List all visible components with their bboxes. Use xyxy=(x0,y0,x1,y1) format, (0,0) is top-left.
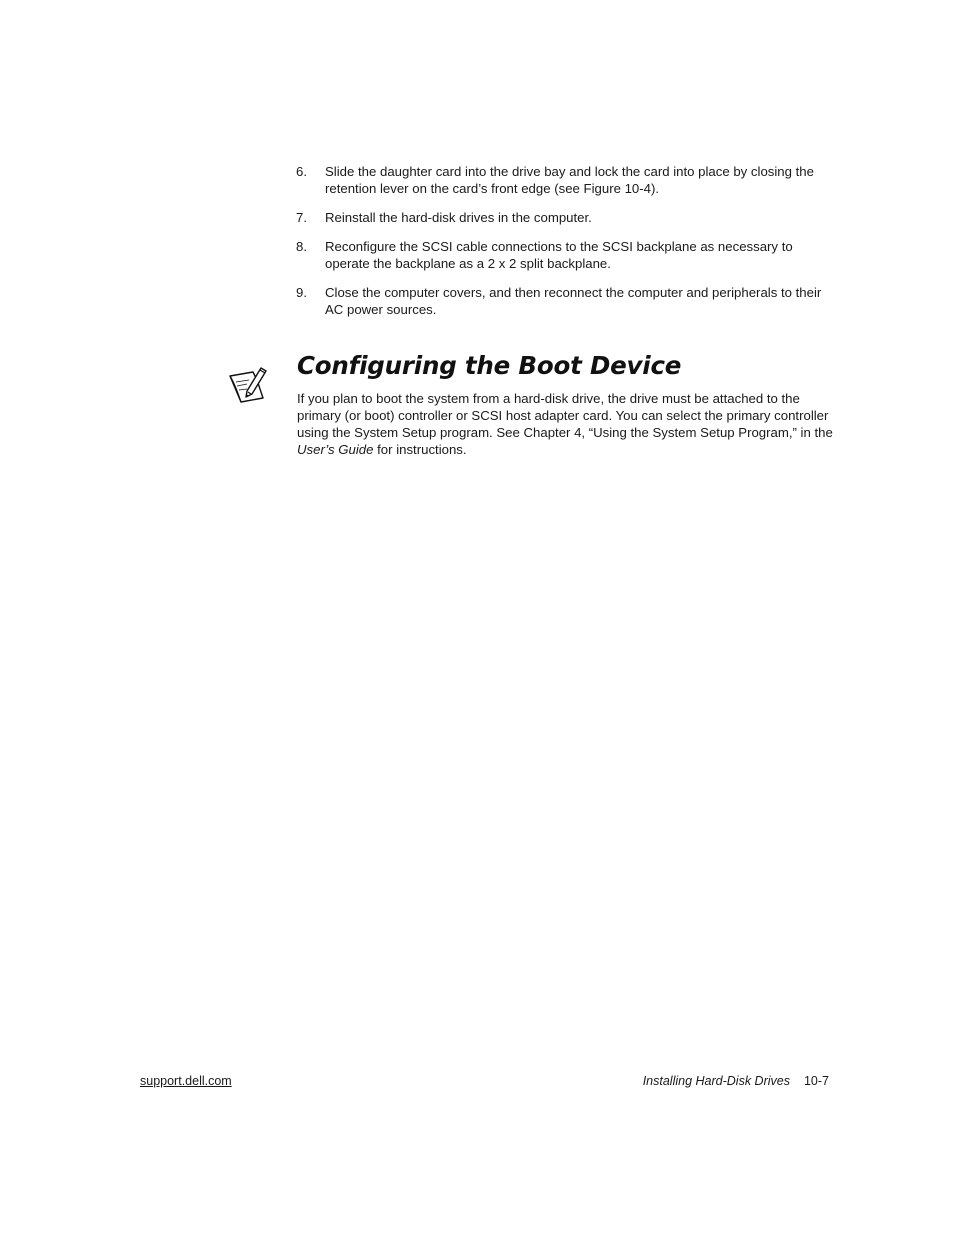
step-number: 9. xyxy=(296,285,307,300)
step-item xyxy=(296,238,836,272)
footer-chapter-page xyxy=(643,1074,829,1088)
step-number: 7. xyxy=(296,210,307,225)
step-item xyxy=(296,209,836,226)
step-number: 6. xyxy=(296,164,307,179)
step-item xyxy=(296,163,836,197)
step-number: 8. xyxy=(296,239,307,254)
step-item xyxy=(296,284,836,318)
paragraph-text-end: for instructions. xyxy=(373,442,467,457)
note-pencil-icon xyxy=(227,364,269,404)
step-text: Reconfigure the SCSI cable connections to the SCSI backplane as necessary to operate the backplane as a 2 x 2 split backplane. xyxy=(325,239,793,271)
section-title: Configuring the Boot Device xyxy=(297,351,682,380)
page-number: 10-7 xyxy=(803,1074,829,1088)
step-text: Slide the daughter card into the drive bay and lock the card into place by closing the retention lever on the card’s front edge (see Figure 10-4). xyxy=(325,164,814,196)
procedure-steps xyxy=(296,163,836,330)
section-paragraph xyxy=(297,390,837,458)
step-text: Close the computer covers, and then reconnect the computer and peripherals to their AC power sources. xyxy=(325,285,822,317)
paragraph-text: If you plan to boot the system from a hard-disk drive, the drive must be attached to the primary (or boot) controller or SCSI host adapter card. You can select the primary controller using the System Setup program. See Chapter 4, “Using the System Setup Program,” in the xyxy=(297,391,833,440)
step-text: Reinstall the hard-disk drives in the computer. xyxy=(325,210,592,225)
guide-title: User’s Guide xyxy=(297,442,374,457)
footer-url[interactable]: support.dell.com xyxy=(140,1074,232,1088)
footer-chapter-title: Installing Hard-Disk Drives xyxy=(642,1074,790,1088)
